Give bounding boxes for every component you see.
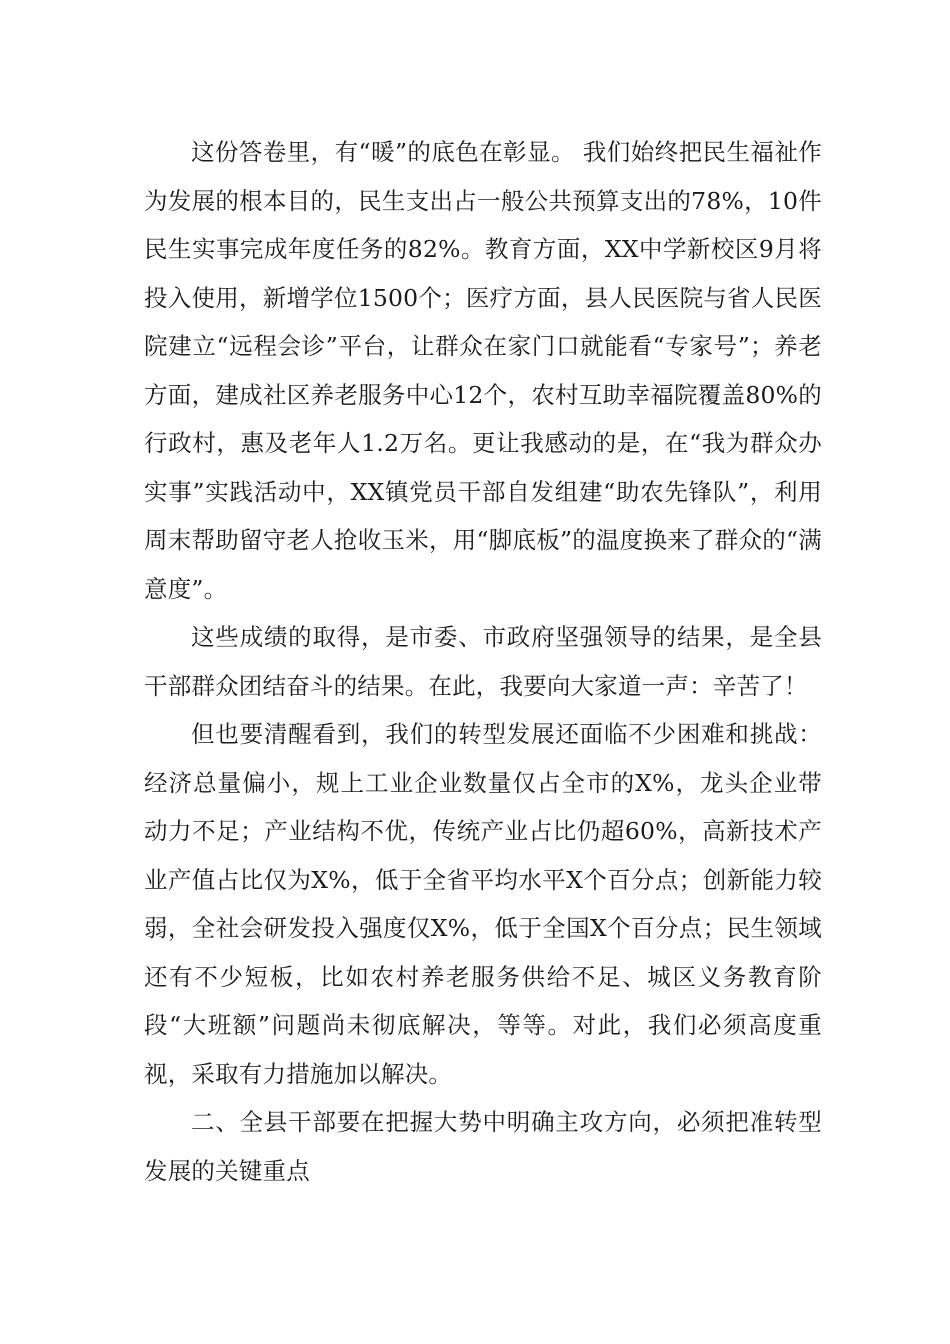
paragraph-challenges: 但也要清醒看到，我们的转型发展还面临不少困难和挑战：经济总量偏小，规上工业企业数量仅占全市的X%，龙头企业带动力不足；产业结构不优，传统产业占比仍超60%，高新技术产业产值占比仅为X%，低于全省平均水平X个百分点；创新能力较弱，全社会研发投入强度仅X%，低于全国X个百分点；民生领域还有不少短板，比如农村养老服务供给不足、城区义务教育阶段“大班额”问题尚未彻底解决，等等。对此，我们必须高度重视，采取有力措施加以解决。 [144, 720, 822, 1088]
paragraph-thanks: 这些成绩的取得，是市委、市政府坚强领导的结果，是全县干部群众团结奋斗的结果。在此，我要向大家道一声：辛苦了！ [144, 623, 822, 700]
paragraph-livelihood: 这份答卷里，有“暖”的底色在彰显。 我们始终把民生福祉作为发展的根本目的，民生支出占一般公共预算支出的78%，10件民生实事完成年度任务的82%。教育方面，XX中学新校区9月将投入使用，新增学位1500个；医疗方面，县人民医院与省人民医院建立“远程会诊”平台，让群众在家门口就能看“专家号”；养老方面，建成社区养老服务中心12个，农村互助幸福院覆盖80%的行政村，惠及老年人1.2万名。更让我感动的是，在“我为群众办实事”实践活动中，XX镇党员干部自发组建“助农先锋队”，利用周末帮助留守老人抢收玉米，用“脚底板”的温度换来了群众的“满意度”。 [144, 138, 822, 603]
document-body [144, 128, 822, 1195]
section-heading-2: 二、全县干部要在把握大势中明确主攻方向，必须把准转型发展的关键重点 [144, 1108, 822, 1185]
